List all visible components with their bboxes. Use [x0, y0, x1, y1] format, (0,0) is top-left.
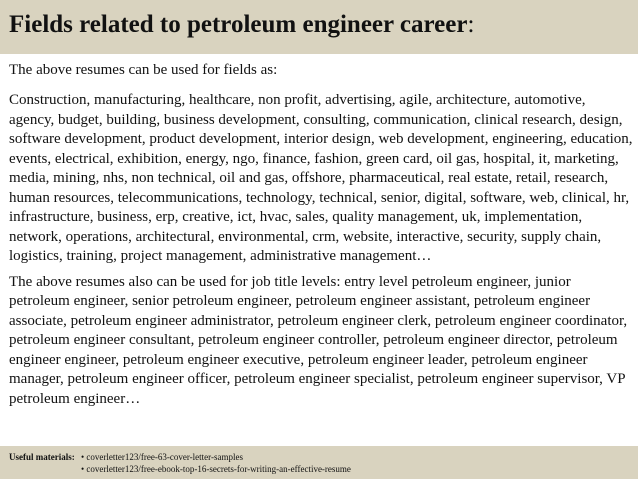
intro-text: The above resumes can be used for fields as: — [9, 62, 278, 78]
footer-row-1 — [9, 451, 638, 463]
page-title-text: Fields related to petroleum engineer career — [9, 11, 468, 38]
title-bar — [0, 0, 638, 54]
page-title — [9, 10, 638, 40]
job-titles-paragraph: The above resumes also can be used for job title levels: entry level petroleum engineer, junior petroleum engineer, senior petroleum engineer, petroleum engineer assistant, petroleum engineer associate, petroleum engineer administrator, petroleum engineer clerk, petroleum engineer coordinator, petroleum engineer consultant, petroleum engineer controller, petroleum engineer director, petroleum engineer engineer, petroleum engineer executive, petroleum engineer leader, petroleum engineer manager, petroleum engineer officer, petroleum engineer specialist, petroleum engineer supervisor, VP petroleum engineer… — [9, 273, 628, 407]
footer-row-2 — [9, 463, 638, 475]
slide-body — [9, 61, 633, 415]
footer-link-ebook-resume-secrets[interactable]: • coverletter123/free-ebook-top-16-secrets-for-writing-an-effective-resume — [81, 464, 351, 474]
footer-bar — [0, 446, 638, 479]
page-title-colon: : — [467, 11, 475, 38]
footer-link-cover-letter-samples[interactable]: • coverletter123/free-63-cover-letter-samples — [81, 452, 243, 462]
useful-materials-label: Useful materials: — [9, 452, 75, 462]
fields-paragraph: Construction, manufacturing, healthcare, non profit, advertising, agile, architecture, automotive, agency, budget, building, business development, consulting, communication, clinical research, design, software development, product development, interior design, web development, engineering, education, events, electrical, exhibition, energy, ngo, finance, fashion, green card, oil gas, hospital, it, marketing, media, mining, nhs, non technical, oil and gas, offshore, pharmaceutical, real estate, retail, research, human resources, telecommunications, technology, technical, senior, digital, software, web, clinical, hr, infrastructure, business, erp, creative, ict, hvac, sales, quality management, uk, implementation, network, operations, architectural, environmental, crm, website, interactive, security, supply chain, logistics, training, project management, administrative management… — [9, 92, 633, 264]
